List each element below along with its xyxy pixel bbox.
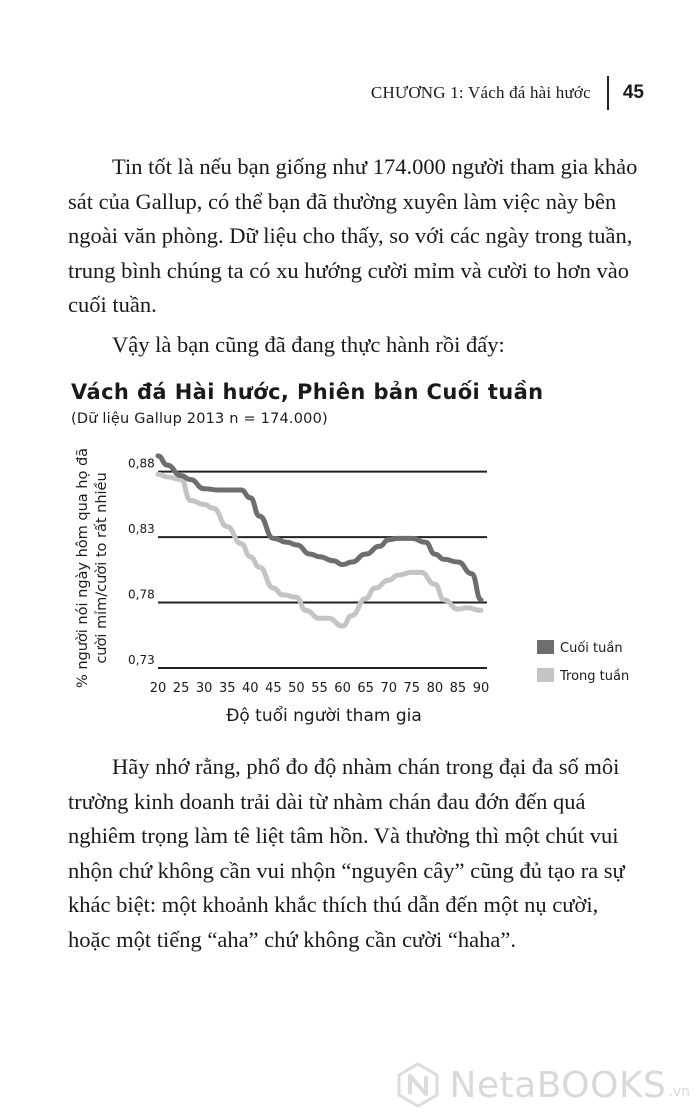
x-tick-label: 20 (149, 681, 167, 696)
publisher-watermark (395, 1062, 690, 1108)
x-axis-ticks (150, 681, 490, 696)
legend-label-0: Cuối tuần (560, 641, 623, 656)
x-tick-label: 30 (195, 681, 213, 696)
x-tick-label: 25 (172, 681, 190, 696)
x-tick-label: 85 (449, 681, 467, 696)
x-tick-label: 60 (334, 681, 351, 696)
chart-title: Vách đá Hài hước, Phiên bản Cuối tuần (71, 380, 544, 404)
legend-swatch-0 (537, 640, 554, 654)
chart-legend (537, 640, 629, 684)
y-axis-label-line2: cười mỉm/cười to rất nhiều (94, 472, 110, 664)
watermark-brand: NetaBOOKS (449, 1064, 667, 1106)
y-tick-label: 0,83 (128, 522, 155, 537)
chart-gridlines (158, 472, 487, 668)
chart-series (158, 456, 481, 626)
header-divider (607, 76, 609, 110)
legend-label-1: Trong tuần (560, 669, 630, 684)
x-tick-label: 75 (403, 681, 421, 696)
running-header (371, 76, 644, 110)
y-tick-label: 0,78 (128, 587, 155, 602)
x-tick-label: 65 (357, 681, 374, 696)
x-tick-label: 70 (380, 681, 397, 696)
netabooks-logo-icon (395, 1062, 441, 1108)
x-tick-label: 35 (218, 681, 236, 696)
y-axis-ticks (128, 457, 155, 667)
x-axis-label: Độ tuổi người tham gia (226, 706, 422, 726)
series-line-0 (158, 456, 481, 600)
x-tick-label: 80 (426, 681, 444, 696)
paragraph-lead-in: Vậy là bạn cũng đã đang thực hành rồi đấy: (112, 332, 505, 357)
x-tick-label: 45 (265, 681, 282, 696)
x-tick-label: 50 (288, 681, 305, 696)
y-axis-label-line1: % người nói ngày hôm qua họ đã (75, 447, 91, 689)
watermark-tld: .vn (668, 1084, 690, 1100)
series-line-1 (158, 474, 481, 626)
chapter-title: CHƯƠNG 1: Vách đá hài hước (370, 83, 591, 102)
paragraph-intro: Tin tốt là nếu bạn giống như 174.000 người tham gia khảo sát của Gallup, có thể bạn đã thường xuyên làm việc này bên ngoài văn phòng. Dữ liệu cho thấy, so với các ngày trong tuần, trung bình chúng ta có xu hướng cười mỉm và cười to hơn vào cuối tuần. (68, 154, 638, 317)
chart-subtitle: (Dữ liệu Gallup 2013 n = 174.000) (71, 411, 328, 427)
legend-swatch-1 (537, 668, 554, 682)
x-tick-label: 55 (311, 681, 328, 696)
y-tick-label: 0,88 (128, 456, 155, 471)
paragraph-closing: Hãy nhớ rằng, phổ đo độ nhàm chán trong đại đa số môi trường kinh doanh trải dài từ nhàm chán đau đớn đến quá nghiêm trọng làm tê liệt tâm hồn. Và thường thì một chút vui nhộn chứ không cần vui nhộn “nguyên cây” cũng đủ tạo ra sự khác biệt: một khoảnh khắc thích thú dẫn đến một nụ cười, hoặc một tiếng “aha” chứ không cần cười “haha”. (68, 754, 625, 952)
x-tick-label: 40 (242, 681, 259, 696)
page-number: 45 (622, 82, 644, 103)
y-tick-label: 0,73 (128, 653, 155, 667)
x-tick-label: 90 (472, 681, 490, 696)
